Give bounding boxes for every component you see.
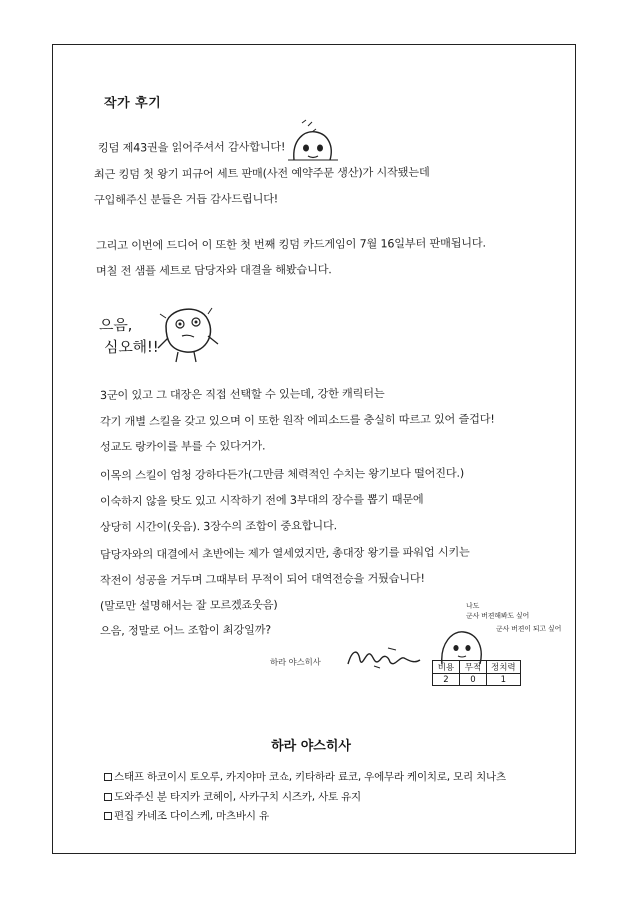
scoreboard-value: 2	[433, 674, 460, 686]
scoreboard-header: 비용	[433, 661, 460, 674]
signature-caption: 하라 야스히사	[269, 657, 321, 669]
note-line: 3군이 있고 그 대장은 직접 선택할 수 있는데, 강한 캐릭터는	[99, 387, 385, 402]
note-line: 킹덤 제43권을 읽어주셔서 감사합니다!	[97, 140, 286, 155]
note-line: 구입해주신 분들은 거듭 감사드립니다!	[93, 192, 279, 207]
note-line: 상당히 시간이(웃음). 3장수의 조합이 중요합니다.	[99, 519, 337, 534]
credit-text: 도와주신 분 타지카 코헤이, 사카구치 시즈카, 사토 유지	[114, 791, 361, 803]
checkbox-bullet-icon	[104, 812, 112, 820]
note-line: 담당자와의 대결에서 초반에는 제가 열세였지만, 총대장 왕기를 파워업 시키는	[99, 545, 470, 562]
note-line: (말로만 설명해서는 잘 모르겠죠웃음)	[99, 598, 278, 613]
note-exclamation: 으음,	[98, 315, 133, 335]
note-line: 며칠 전 샘플 세트로 담당자와 대결을 해봤습니다.	[95, 263, 332, 278]
scoreboard-header: 정치력	[487, 661, 521, 674]
checkbox-bullet-icon	[104, 793, 112, 801]
round-character-doodle	[156, 296, 226, 366]
afterword-heading: 작가 후기	[103, 95, 162, 112]
note-line: 이목의 스킬이 엄청 강하다든가(그만큼 체력적인 수치는 왕기보다 떨어진다.)	[99, 466, 465, 483]
credit-line-editor	[104, 808, 269, 823]
note-line: 성교도 랑카이를 부를 수 있다거가.	[99, 439, 266, 454]
note-line: 작전이 성공을 거두며 그때부터 무적이 되어 대역전승을 거뒀습니다!	[99, 571, 425, 588]
scoreboard-table	[432, 660, 521, 686]
credit-text: 편집 카네조 다이스케, 마츠바시 유	[114, 810, 269, 822]
note-line: 각기 개별 스킬을 갖고 있으며 이 또한 원작 에피소드를 충실히 따르고 있어 즐겁다!	[99, 412, 495, 429]
note-exclamation: 심오해!!	[103, 337, 159, 357]
credit-text: 스태프 하코이시 토오루, 카지야마 코쇼, 키타하라 료코, 우에무라 케이치로, 모리 치나츠	[114, 771, 506, 783]
scoreboard-value: 0	[460, 674, 487, 686]
side-note: 군사 버젼해봐도 싶어	[465, 611, 530, 621]
note-line: 이숙하지 않을 탓도 있고 시작하기 전에 3부대의 장수를 뽑기 때문에	[99, 492, 424, 509]
credit-line-staff	[104, 769, 506, 784]
credit-line-assistants	[104, 789, 361, 804]
author-name: 하라 야스히사	[271, 739, 351, 754]
scoreboard-header: 무적	[460, 661, 487, 674]
side-note: 나도	[465, 601, 480, 611]
note-line: 으음, 정말로 어느 조합이 최강일까?	[99, 623, 272, 638]
note-line: 그리고 이번에 드디어 이 또한 첫 번째 킹덤 카드게임이 7월 16일부터 판매됩니다.	[95, 236, 486, 253]
signature	[344, 642, 424, 672]
peeking-character-doodle	[288, 118, 348, 168]
scoreboard-value: 1	[487, 674, 521, 686]
checkbox-bullet-icon	[104, 773, 112, 781]
note-line: 최근 킹덤 첫 왕기 피규어 세트 판매(사전 예약주문 생산)가 시작됐는데	[93, 165, 430, 182]
side-note: 군사 버젼이 되고 싶어	[495, 624, 562, 634]
